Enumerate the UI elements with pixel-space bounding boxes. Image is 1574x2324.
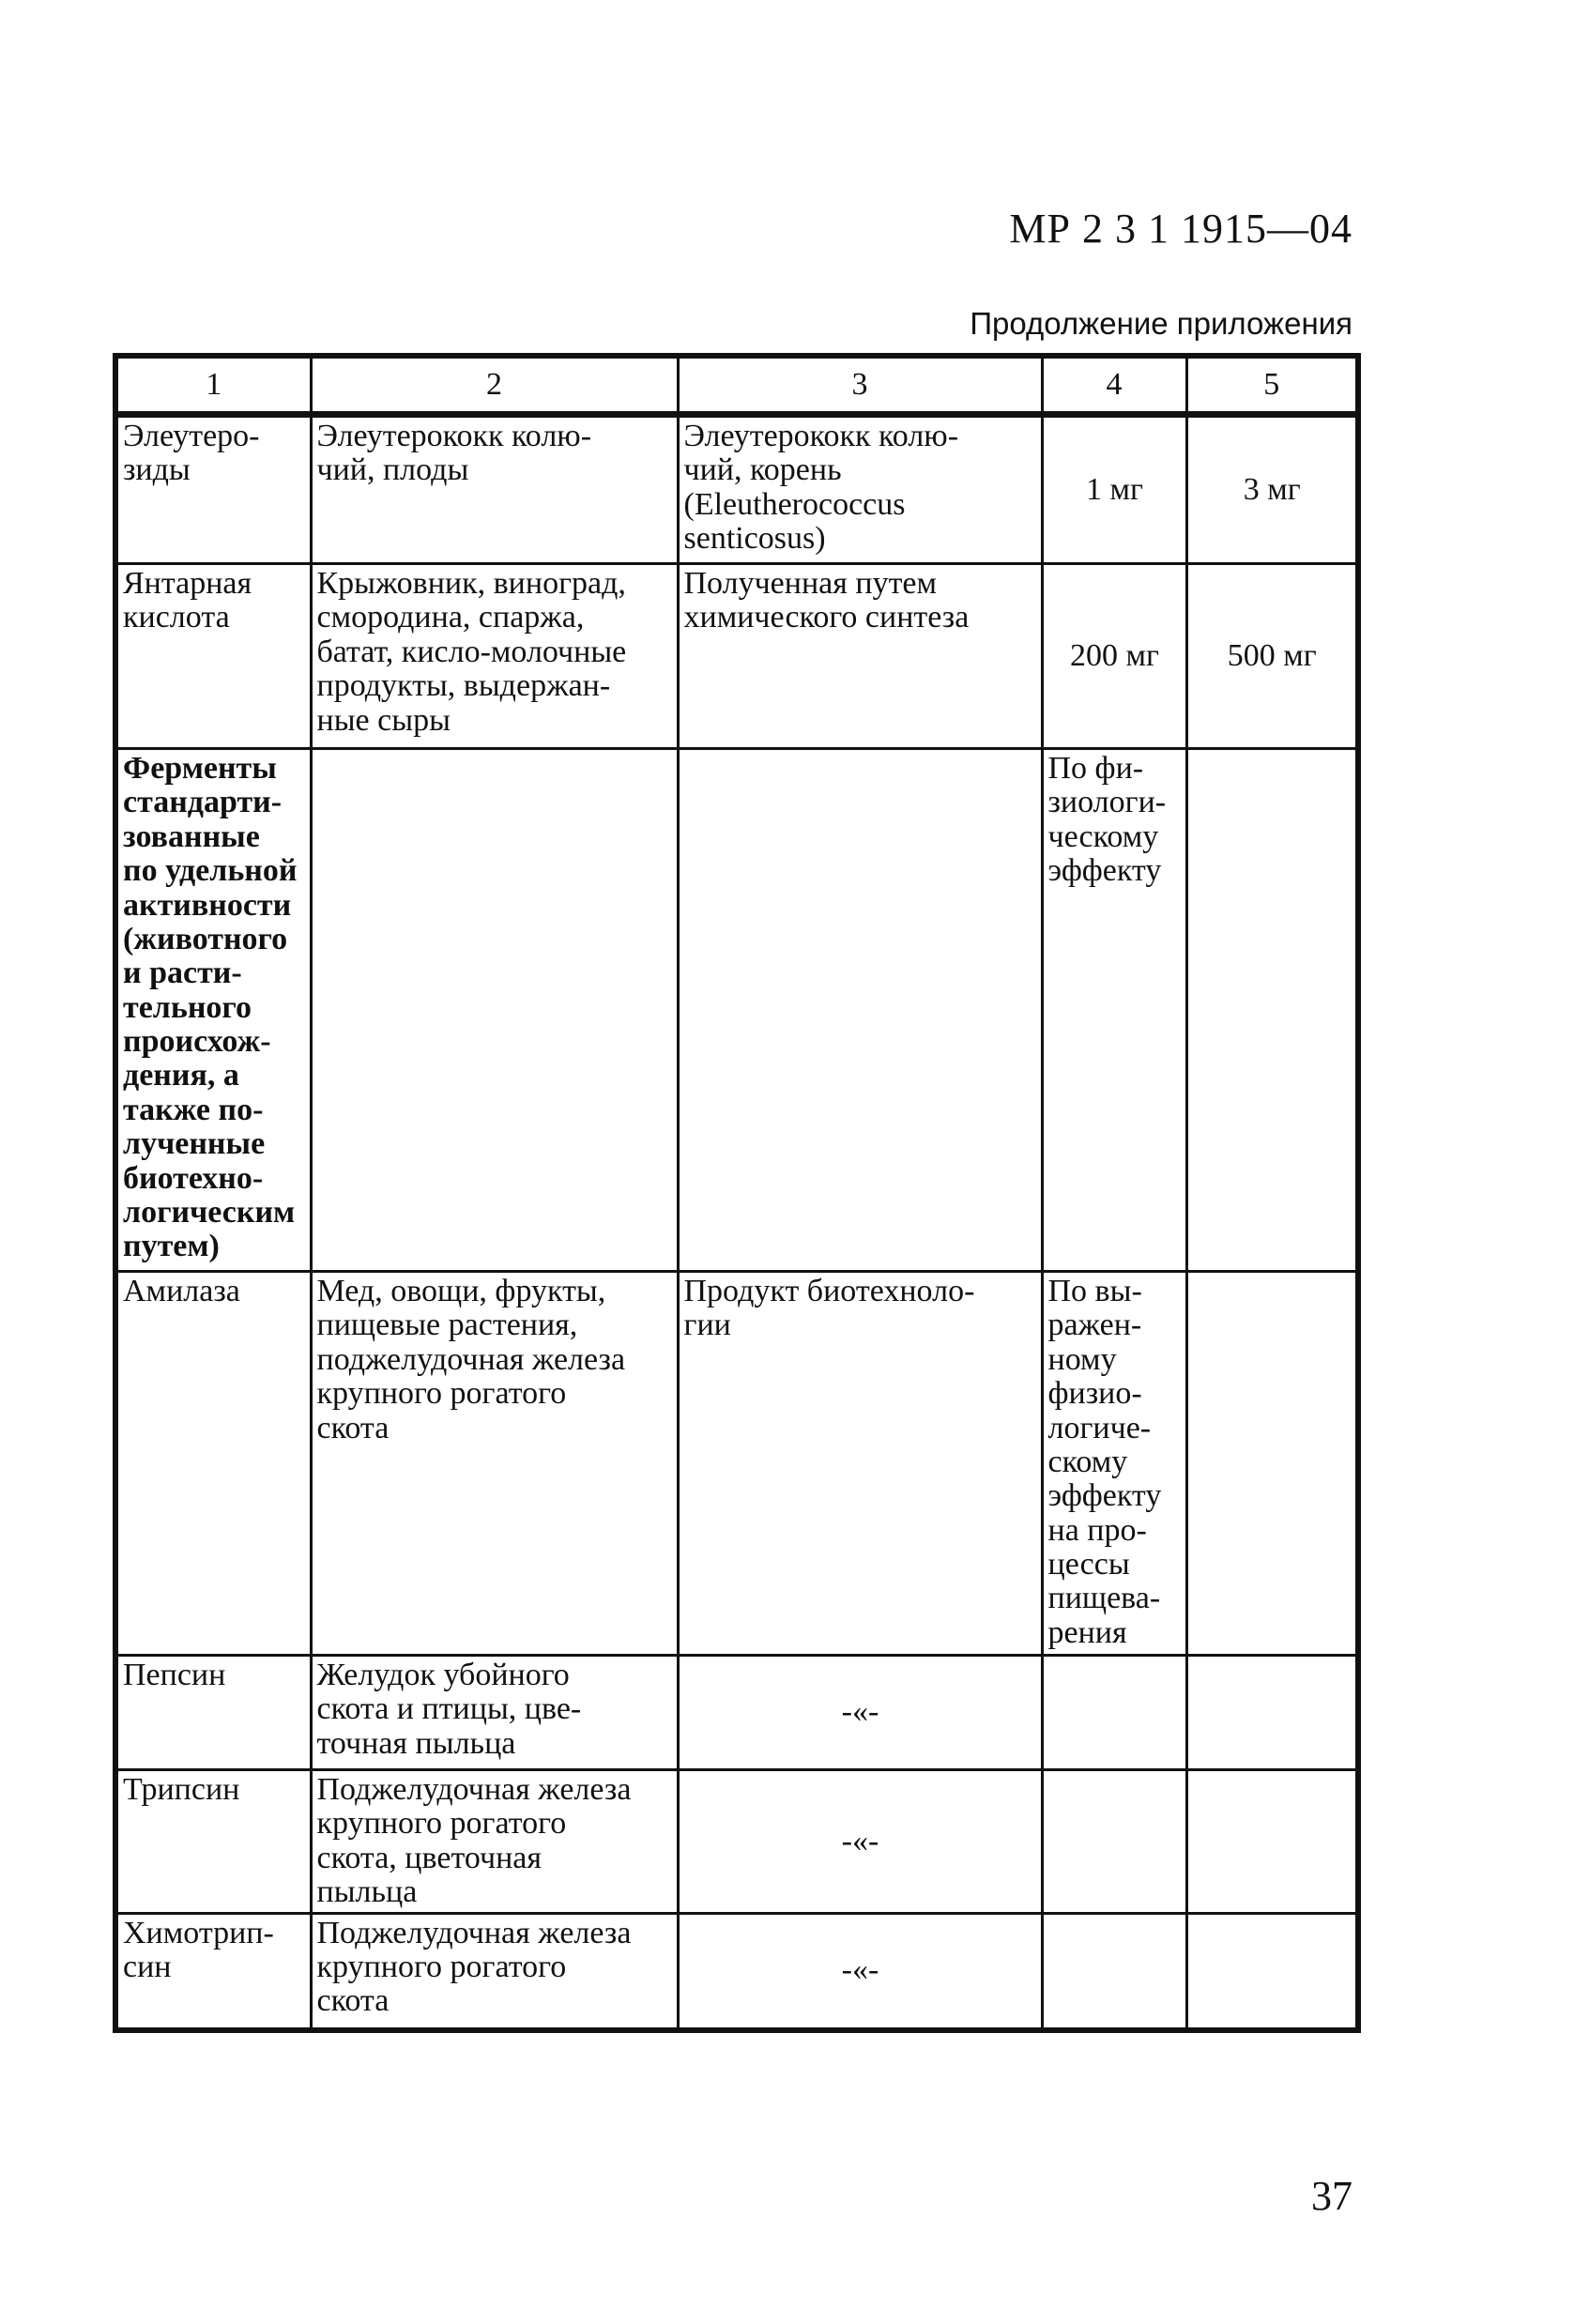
substance-cell: Химотрип- син [115, 1913, 311, 2030]
origin-cell: Продукт биотехноло- гии [678, 1272, 1042, 1656]
max-dose-cell: 500 мг [1186, 564, 1358, 749]
page-number: 37 [1311, 2173, 1352, 2219]
column-header: 5 [1186, 356, 1358, 415]
ditto-mark: -«- [678, 1656, 1042, 1770]
max-dose-cell: 3 мг [1186, 415, 1358, 564]
table-row [115, 1770, 1358, 1914]
substance-cell: Пепсин [115, 1656, 311, 1770]
column-header: 3 [678, 356, 1042, 415]
dose-cell [1042, 1656, 1186, 1770]
column-header: 4 [1042, 356, 1186, 415]
dose-cell: 200 мг [1042, 564, 1186, 749]
dose-cell [1042, 1913, 1186, 2030]
column-header: 2 [311, 356, 678, 415]
max-dose-cell [1186, 1770, 1358, 1914]
origin-cell [678, 749, 1042, 1272]
table-row [115, 415, 1358, 564]
source-cell: Мед, овощи, фрукты, пищевые растения, поджелудочная железа крупного рогатого скота [311, 1272, 678, 1656]
continuation-caption: Продолжение приложения [970, 306, 1352, 341]
source-cell: Элеутерококк колю- чий, плоды [311, 415, 678, 564]
dose-cell [1042, 1770, 1186, 1914]
appendix-table [113, 353, 1361, 2033]
column-header: 1 [115, 356, 311, 415]
max-dose-cell [1186, 1272, 1358, 1656]
substance-cell: Элеутеро- зиды [115, 415, 311, 564]
table-row [115, 564, 1358, 749]
dose-cell: По вы- ражен- ному физио- логиче- скому эффекту на про- цессы пищева- рения [1042, 1272, 1186, 1656]
origin-cell: Полученная путем химического синтеза [678, 564, 1042, 749]
ditto-mark: -«- [678, 1913, 1042, 2030]
source-cell: Поджелудочная железа крупного рогатого скота [311, 1913, 678, 2030]
max-dose-cell [1186, 749, 1358, 1272]
ditto-mark: -«- [678, 1770, 1042, 1914]
substance-cell: Ферменты стандарти- зованные по удельной активности (животного и расти- тельного происхож- дения, а также по- лученные биотехно- логическим путем) [115, 749, 311, 1272]
table-row [115, 1656, 1358, 1770]
source-cell: Крыжовник, виноград, смородина, спаржа, батат, кисло-молочные продукты, выдержан- ные сыры [311, 564, 678, 749]
substance-cell: Амилаза [115, 1272, 311, 1656]
origin-cell: Элеутерококк колю- чий, корень (Eleutherococcus senticosus) [678, 415, 1042, 564]
dose-cell: По фи- зиологи- ческому эффекту [1042, 749, 1186, 1272]
table-header-row [115, 356, 1358, 415]
substance-cell: Трипсин [115, 1770, 311, 1914]
table-row [115, 1272, 1358, 1656]
table-row [115, 1913, 1358, 2030]
dose-cell: 1 мг [1042, 415, 1186, 564]
document-code: МР 2 3 1 1915—04 [1009, 206, 1352, 252]
substance-cell: Янтарная кислота [115, 564, 311, 749]
source-cell: Поджелудочная железа крупного рогатого скота, цветочная пыльца [311, 1770, 678, 1914]
source-cell: Желудок убойного скота и птицы, цве- точная пыльца [311, 1656, 678, 1770]
max-dose-cell [1186, 1656, 1358, 1770]
table-row [115, 749, 1358, 1272]
source-cell [311, 749, 678, 1272]
max-dose-cell [1186, 1913, 1358, 2030]
